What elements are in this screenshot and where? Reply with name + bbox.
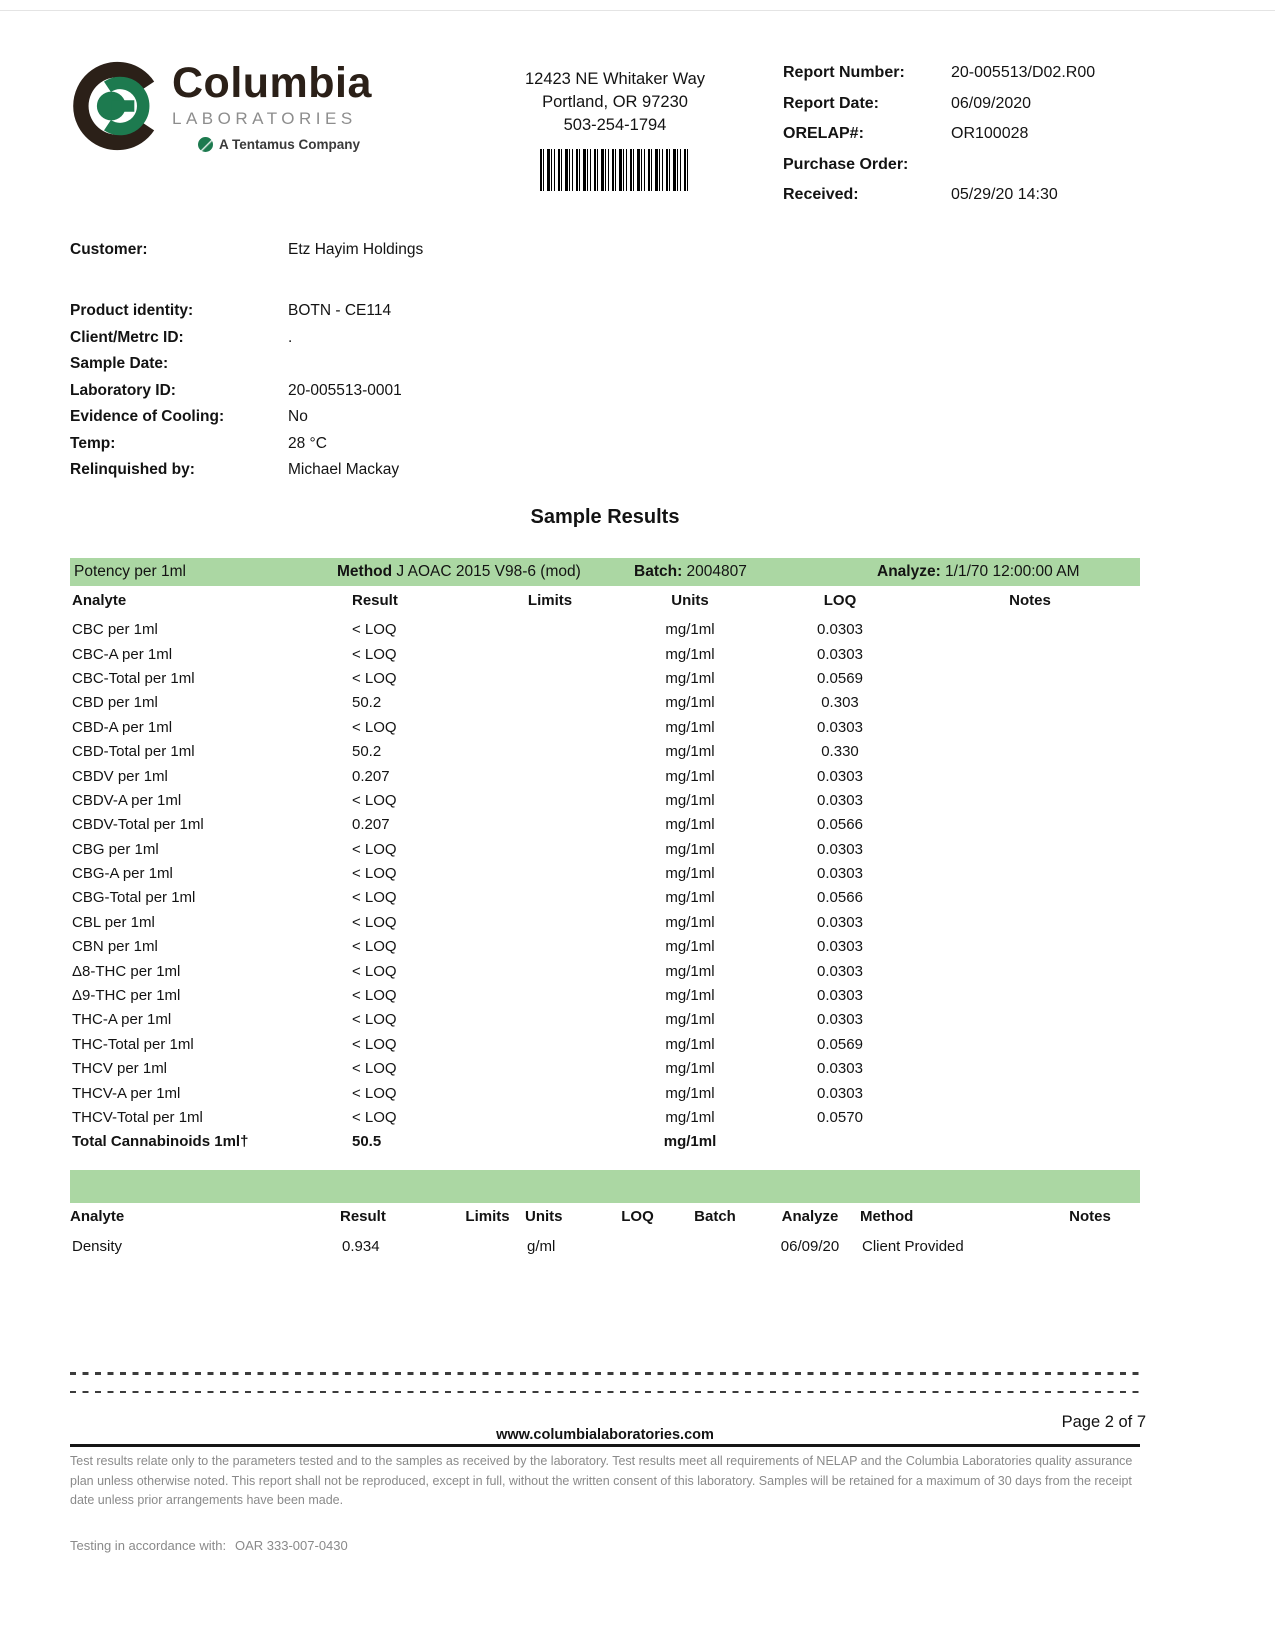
sample-info-value: .: [288, 328, 293, 346]
analyte-cell: CBG per 1ml: [72, 840, 159, 858]
loq-cell: 0.0303: [817, 1084, 863, 1102]
result-cell: 0.207: [352, 816, 390, 834]
potency-table-row: [70, 837, 1140, 861]
report-info: [783, 64, 1140, 217]
result-cell: < LOQ: [352, 621, 397, 639]
loq-cell: 0.330: [821, 743, 859, 761]
result-cell: < LOQ: [352, 938, 397, 956]
analyze-cell: 06/09/20: [780, 1237, 840, 1255]
units-cell: mg/1ml: [665, 645, 715, 663]
limits-cell: [450, 1232, 525, 1260]
limits-cell: [480, 1105, 620, 1129]
report-header: [70, 58, 1140, 217]
units-cell: mg/1ml: [665, 1060, 715, 1078]
units-cell: mg/1ml: [663, 1133, 717, 1151]
customer-row: [70, 237, 1140, 264]
column-header-analyte: Analyte: [70, 1208, 125, 1226]
limits-cell: [480, 739, 620, 763]
potency-table-row: [70, 910, 1140, 934]
column-header-notes: Notes: [1009, 591, 1051, 609]
sample-info-value: BOTN - CE114: [288, 302, 392, 319]
notes-cell: [920, 983, 1140, 1007]
units-cell: mg/1ml: [665, 767, 715, 785]
report-info-value: OR100028: [951, 125, 1029, 142]
disclaimer-text: Test results relate only to the parameters tested and to the samples as received by the laboratory. Test results meet all requirements of NELAP and the Columbia Laboratories quality assurance plan unless otherwise noted. This report shall not be reproduced, except in full, without the written consent of this laboratory. Samples will be retained for a maximum of 30 days from the receipt date unless prior arrangements have been made.: [70, 1454, 1133, 1508]
potency-table-row: [70, 666, 1140, 690]
result-cell: 50.2: [352, 743, 382, 761]
testing-label: Testing in accordance with:: [70, 1537, 227, 1553]
limits-cell: [480, 935, 620, 959]
notes-cell: [920, 1057, 1140, 1081]
units-cell: mg/1ml: [665, 865, 715, 883]
units-cell: mg/1ml: [665, 694, 715, 712]
loq-cell: 0.0303: [817, 621, 863, 639]
analyte-cell: CBD per 1ml: [72, 694, 158, 712]
column-header-notes: Notes: [1069, 1208, 1111, 1226]
report-info-label: Purchase Order:: [783, 155, 909, 173]
potency-table: [70, 586, 1140, 1155]
report-info-row: [783, 186, 1140, 217]
units-cell: mg/1ml: [665, 840, 715, 858]
potency-table-row: [70, 813, 1140, 837]
units-cell: mg/1ml: [665, 987, 715, 1005]
notes-cell: [920, 886, 1140, 910]
limits-cell: [480, 1057, 620, 1081]
report-info-label: Report Date:: [783, 94, 880, 112]
footer-divider: [70, 1444, 1140, 1447]
page-number: Page 2 of 7: [1061, 1413, 1146, 1432]
customer-section: [70, 237, 1140, 484]
batch-cell: [670, 1232, 760, 1260]
limits-cell: [480, 1081, 620, 1105]
tagline-text: A Tentamus Company: [219, 137, 361, 152]
potency-table-row: [70, 861, 1140, 885]
batch-value: 2004807: [682, 562, 747, 580]
sample-info-value: Michael Mackay: [288, 461, 400, 478]
potency-table-row: [70, 788, 1140, 812]
sample-info-row: [70, 351, 1140, 378]
dashed-divider: [70, 1391, 1140, 1394]
loq-cell: 0.303: [821, 694, 859, 712]
loq-cell: 0.0303: [817, 938, 863, 956]
units-cell: mg/1ml: [665, 1011, 715, 1029]
result-cell: < LOQ: [352, 840, 397, 858]
notes-cell: [920, 715, 1140, 739]
report-info-label: ORELAP#:: [783, 125, 864, 142]
analyze-value: 1/1/70 12:00:00 AM: [940, 562, 1080, 580]
result-cell: < LOQ: [352, 1084, 397, 1102]
result-cell: < LOQ: [352, 669, 397, 687]
units-cell: mg/1ml: [665, 743, 715, 761]
customer-value: Etz Hayim Holdings: [288, 240, 424, 258]
section-title: Sample Results: [530, 505, 680, 528]
loq-cell: 0.0303: [817, 645, 863, 663]
column-header-loq: LOQ: [621, 1208, 654, 1226]
result-cell: < LOQ: [352, 1060, 397, 1078]
limits-cell: [480, 910, 620, 934]
sample-info-row: [70, 298, 1140, 325]
analyte-cell: CBC per 1ml: [72, 621, 158, 639]
barcode: [540, 149, 690, 191]
result-cell: 0.207: [352, 767, 390, 785]
testing-accordance: [70, 1538, 1140, 1553]
potency-table-row: [70, 1057, 1140, 1081]
units-cell: mg/1ml: [665, 669, 715, 687]
loq-cell: 0.0303: [817, 913, 863, 931]
analyte-cell: CBD-Total per 1ml: [72, 743, 195, 761]
notes-cell: [920, 837, 1140, 861]
report-info-value: 20-005513/D02.R00: [951, 64, 1096, 81]
notes-cell: [920, 666, 1140, 690]
notes-cell: [920, 788, 1140, 812]
limits-cell: [480, 983, 620, 1007]
report-info-value: 05/29/20 14:30: [951, 186, 1058, 203]
sample-info-label: Client/Metrc ID:: [70, 328, 184, 346]
notes-cell: [920, 618, 1140, 642]
potency-table-row: [70, 618, 1140, 642]
method-label: Method: [337, 562, 393, 580]
report-info-row: [783, 125, 1140, 156]
units-cell: mg/1ml: [665, 816, 715, 834]
loq-cell: 0.0569: [817, 1035, 863, 1053]
analyte-cell: CBDV-Total per 1ml: [72, 816, 204, 834]
notes-cell: [920, 691, 1140, 715]
potency-table-row: [70, 715, 1140, 739]
lab-address: [480, 68, 750, 217]
potency-table-row: [70, 1008, 1140, 1032]
report-info-row: [783, 95, 1140, 126]
sample-info-label: Relinquished by:: [70, 461, 195, 478]
potency-table-row: [70, 959, 1140, 983]
potency-table-row: [70, 1130, 1140, 1154]
notes-cell: [920, 739, 1140, 763]
method-cell: Client Provided: [862, 1237, 964, 1255]
method-value: J AOAC 2015 V98-6 (mod): [392, 562, 581, 580]
loq-cell: 0.0303: [817, 987, 863, 1005]
result-cell: 50.5: [352, 1133, 382, 1151]
sample-info-value: 20-005513-0001: [288, 381, 402, 399]
loq-cell: 0.0303: [817, 718, 863, 736]
limits-cell: [480, 959, 620, 983]
website-url: www.columbialaboratories.com: [496, 1427, 714, 1444]
sample-info-label: Evidence of Cooling:: [70, 408, 225, 425]
analyte-cell: THC-A per 1ml: [72, 1011, 172, 1029]
units-cell: mg/1ml: [665, 1084, 715, 1102]
batch-label: Batch:: [634, 562, 683, 580]
potency-table-row: [70, 1105, 1140, 1129]
brand-subtitle: LABORATORIES: [172, 109, 357, 128]
loq-cell: [760, 1130, 920, 1154]
density-band: [70, 1170, 1140, 1203]
report-info-row: [783, 64, 1140, 95]
result-cell: < LOQ: [352, 718, 397, 736]
sample-info-label: Temp:: [70, 434, 116, 452]
limits-cell: [480, 1032, 620, 1056]
report-info-label: Received:: [783, 186, 859, 203]
column-header-batch: Batch: [694, 1208, 736, 1226]
limits-cell: [480, 837, 620, 861]
column-header-result: Result: [340, 1208, 386, 1226]
analyte-cell: Δ9-THC per 1ml: [72, 987, 181, 1005]
analyte-cell: THCV-A per 1ml: [72, 1084, 181, 1102]
column-header-analyze: Analyze: [781, 1208, 839, 1226]
units-cell: mg/1ml: [665, 889, 715, 907]
loq-cell: 0.0303: [817, 1011, 863, 1029]
potency-table-row: [70, 983, 1140, 1007]
customer-label: Customer:: [70, 240, 148, 258]
column-header-units: Units: [525, 1208, 563, 1226]
logo-text: [172, 60, 372, 152]
result-cell: < LOQ: [352, 865, 397, 883]
columbia-logo: [70, 58, 410, 217]
potency-table-row: [70, 739, 1140, 763]
sample-info-row: [70, 378, 1140, 405]
analyte-cell: CBG-Total per 1ml: [72, 889, 196, 907]
notes-cell: [920, 1008, 1140, 1032]
sample-info-row: [70, 404, 1140, 431]
report-footer: [70, 1413, 1146, 1553]
analyze-label: Analyze:: [877, 562, 941, 580]
potency-band: [70, 558, 1140, 586]
column-header-result: Result: [352, 591, 398, 609]
limits-cell: [480, 1008, 620, 1032]
loq-cell: 0.0566: [817, 889, 863, 907]
result-cell: < LOQ: [352, 962, 397, 980]
notes-cell: [920, 1105, 1140, 1129]
loq-cell: 0.0566: [817, 816, 863, 834]
analyte-cell: CBC-A per 1ml: [72, 645, 173, 663]
potency-table-row: [70, 886, 1140, 910]
limits-cell: [480, 715, 620, 739]
notes-cell: [920, 1032, 1140, 1056]
units-cell: mg/1ml: [665, 938, 715, 956]
potency-table-row: [70, 935, 1140, 959]
potency-band-batch: [634, 558, 747, 586]
loq-cell: 0.0303: [817, 865, 863, 883]
analyte-cell: Total Cannabinoids 1ml†: [72, 1133, 249, 1151]
limits-cell: [480, 813, 620, 837]
analyte-cell: CBC-Total per 1ml: [72, 669, 195, 687]
top-divider: [0, 10, 1275, 11]
analyte-cell: THCV-Total per 1ml: [72, 1109, 203, 1126]
sample-info-label: Laboratory ID:: [70, 381, 176, 399]
sample-info-value: 28 °C: [288, 434, 327, 452]
notes-cell: [1040, 1232, 1140, 1260]
report-info-label: Report Number:: [783, 64, 905, 81]
result-cell: < LOQ: [352, 913, 397, 931]
loq-cell: 0.0303: [817, 791, 863, 809]
sample-info-value: No: [288, 408, 308, 425]
spacer: [70, 263, 1140, 298]
units-cell: mg/1ml: [665, 1109, 715, 1126]
sample-info-label: Product identity:: [70, 302, 194, 319]
potency-band-analyze: [877, 558, 1080, 586]
notes-cell: [920, 861, 1140, 885]
columbia-logo-mark-icon: [70, 58, 166, 154]
potency-table-row: [70, 1081, 1140, 1105]
result-cell: 50.2: [352, 694, 382, 712]
result-cell: < LOQ: [352, 645, 397, 663]
analyte-cell: CBG-A per 1ml: [72, 865, 173, 883]
loq-cell: 0.0303: [817, 840, 863, 858]
report-info-value: 06/09/2020: [951, 94, 1032, 112]
limits-cell: [480, 666, 620, 690]
sample-info-row: [70, 431, 1140, 458]
limits-cell: [480, 788, 620, 812]
analyte-cell: THC-Total per 1ml: [72, 1035, 194, 1053]
units-cell: mg/1ml: [665, 913, 715, 931]
limits-cell: [480, 1130, 620, 1154]
analyte-cell: CBDV per 1ml: [72, 767, 168, 785]
units-cell: mg/1ml: [665, 621, 715, 639]
loq-cell: 0.0303: [817, 767, 863, 785]
analyte-cell: Δ8-THC per 1ml: [72, 962, 181, 980]
brand-name: Columbia: [172, 59, 372, 107]
result-cell: < LOQ: [352, 1011, 397, 1029]
analyte-cell: THCV per 1ml: [72, 1060, 168, 1078]
sample-info-row: [70, 457, 1140, 484]
limits-cell: [480, 691, 620, 715]
potency-table-row: [70, 691, 1140, 715]
tentamus-icon: [198, 137, 213, 152]
limits-cell: [480, 861, 620, 885]
column-header-limits: Limits: [465, 1208, 510, 1226]
loq-cell: 0.0570: [817, 1109, 863, 1126]
analyte-cell: CBDV-A per 1ml: [72, 791, 182, 809]
units-cell: mg/1ml: [665, 962, 715, 980]
address-line: 12423 NE Whitaker Way: [524, 70, 706, 88]
dashed-divider: [70, 1372, 1140, 1375]
result-cell: < LOQ: [352, 889, 397, 907]
column-header-limits: Limits: [527, 591, 573, 609]
density-table: [70, 1203, 1140, 1260]
loq-cell: [605, 1232, 670, 1260]
potency-table-row: [70, 642, 1140, 666]
density-header-row: [70, 1203, 1140, 1232]
address-line: Portland, OR 97230: [542, 93, 688, 111]
testing-value: OAR 333-007-0430: [235, 1537, 348, 1553]
loq-cell: 0.0303: [817, 1060, 863, 1078]
potency-band-method: [337, 558, 581, 586]
potency-header-row: [70, 586, 1140, 618]
units-cell: g/ml: [527, 1237, 556, 1255]
density-table-row: [70, 1232, 1140, 1260]
units-cell: mg/1ml: [665, 1035, 715, 1053]
sample-info-label: Sample Date:: [70, 355, 169, 372]
sample-info-row: [70, 325, 1140, 352]
limits-cell: [480, 618, 620, 642]
analyte-cell: CBD-A per 1ml: [72, 718, 173, 736]
notes-cell: [920, 642, 1140, 666]
column-header-analyte: Analyte: [72, 591, 127, 609]
result-cell: 0.934: [342, 1237, 380, 1255]
address-line: 503-254-1794: [563, 116, 667, 134]
report-info-row: [783, 156, 1140, 187]
result-cell: < LOQ: [352, 1109, 397, 1126]
column-header-method: Method: [860, 1208, 914, 1226]
notes-cell: [920, 1130, 1140, 1154]
units-cell: mg/1ml: [665, 791, 715, 809]
tentamus-tagline: [198, 137, 372, 152]
analyte-cell: Density: [72, 1237, 123, 1255]
loq-cell: 0.0303: [817, 962, 863, 980]
loq-cell: 0.0569: [817, 669, 863, 687]
notes-cell: [920, 764, 1140, 788]
column-header-units: Units: [671, 591, 709, 609]
notes-cell: [920, 935, 1140, 959]
result-cell: < LOQ: [352, 1035, 397, 1053]
analyte-cell: CBL per 1ml: [72, 913, 155, 931]
analyte-cell: CBN per 1ml: [72, 938, 158, 956]
notes-cell: [920, 910, 1140, 934]
column-header-loq: LOQ: [823, 591, 857, 609]
result-cell: < LOQ: [352, 791, 397, 809]
notes-cell: [920, 813, 1140, 837]
potency-table-row: [70, 764, 1140, 788]
potency-band-title: Potency per 1ml: [74, 562, 186, 580]
potency-table-row: [70, 1032, 1140, 1056]
result-cell: < LOQ: [352, 987, 397, 1005]
limits-cell: [480, 886, 620, 910]
notes-cell: [920, 959, 1140, 983]
notes-cell: [920, 1081, 1140, 1105]
limits-cell: [480, 642, 620, 666]
limits-cell: [480, 764, 620, 788]
units-cell: mg/1ml: [665, 718, 715, 736]
